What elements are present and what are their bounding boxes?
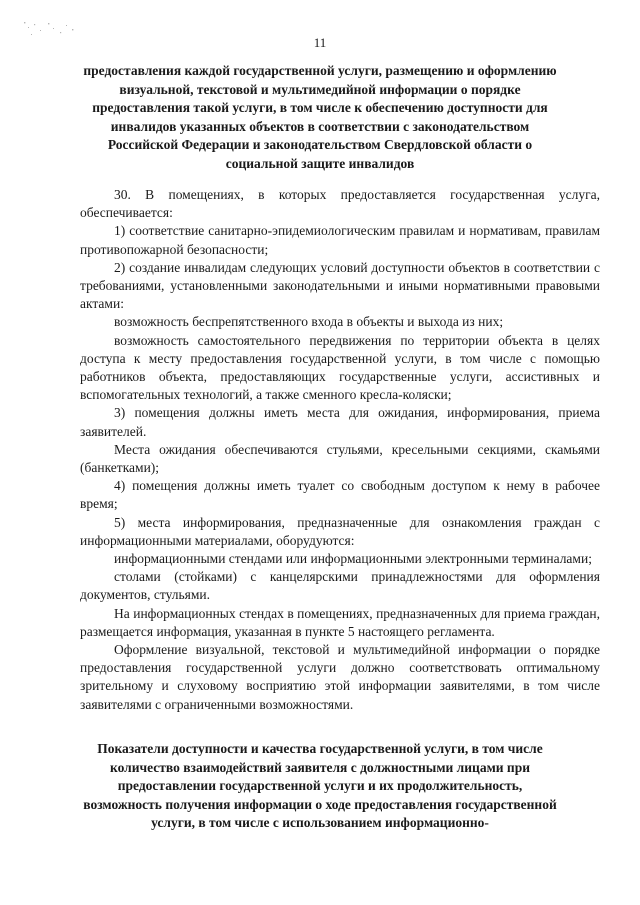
paragraph-info-stands: информационными стендами или информационными электронными терминалами; [114, 551, 592, 567]
paragraph-movement: возможность самостоятельного передвижения по территории объекта в целях доступа к месту предоставления государственной услуги, в том числе с помощью работников объекта, предоставляющих государственные услуги, ассистивных и вспомогательных технологий, а также сменного кресла-коляски; [80, 332, 600, 403]
paragraph-30: 30. В помещениях, в которых предоставляется государственная услуга, обеспечивается: [80, 187, 600, 221]
paragraph-item-4: 4) помещения должны иметь туалет со свободным доступом к нему в рабочее время; [80, 478, 600, 512]
paragraph-design: Оформление визуальной, текстовой и мультимедийной информации о порядке предоставления государственной услуги должно соответствовать оптимальному зрительному и слуховому восприятию этой информации заявителями, в том числе заявителями с ограниченными возможностями. [80, 642, 600, 712]
page-number: 11 [313, 35, 327, 50]
paragraph-item-3: 3) помещения должны иметь места для ожидания, информирования, приема заявителей. [80, 405, 600, 439]
paragraph-stand-info: На информационных стендах в помещениях, предназначенных для приема граждан, размещается информация, указанная в пункте 5 настоящего регламента. [80, 605, 600, 639]
paragraph-item-2: 2) создание инвалидам следующих условий доступности объектов в соответствии с требованиями, установленными законодательными и иными нормативными правовыми актами: [80, 259, 600, 312]
section-heading-requirements: предоставления каждой государственной услуги, размещению и оформлению визуальной, текстовой и мультимедийной информации о порядке предоставления такой услуги, в том числе к обеспечению доступности для инвалидов указанных объектов в соответствии с законодательством Российской Федерации и законодательством Свердловской области о социальной защите инвалидов [83, 63, 557, 171]
paragraph-item-1: 1) соответствие санитарно-эпидемиологическим правилам и нормативам, правилам противопожарной безопасности; [80, 223, 600, 257]
paragraph-waiting-places: Места ожидания обеспечиваются стульями, кресельными секциями, скамьями (банкетками); [80, 441, 600, 476]
paragraph-tables: столами (стойками) с канцелярскими принадлежностями для оформления документов, стульями. [80, 569, 600, 603]
section-heading-indicators: Показатели доступности и качества государственной услуги, в том числе количество взаимодействий заявителя с должностными лицами при предоставлении государственной услуги и их продолжительность, возможность получения информации о ходе предоставления государственной услуги, в том числе с использованием информационно- [83, 741, 557, 830]
paragraph-item-5: 5) места информирования, предназначенные для ознакомления граждан с информационными материалами, оборудуются: [80, 514, 600, 548]
paragraph-entry-exit: возможность беспрепятственного входа в объекты и выхода из них; [114, 314, 504, 330]
document-body [80, 186, 600, 714]
